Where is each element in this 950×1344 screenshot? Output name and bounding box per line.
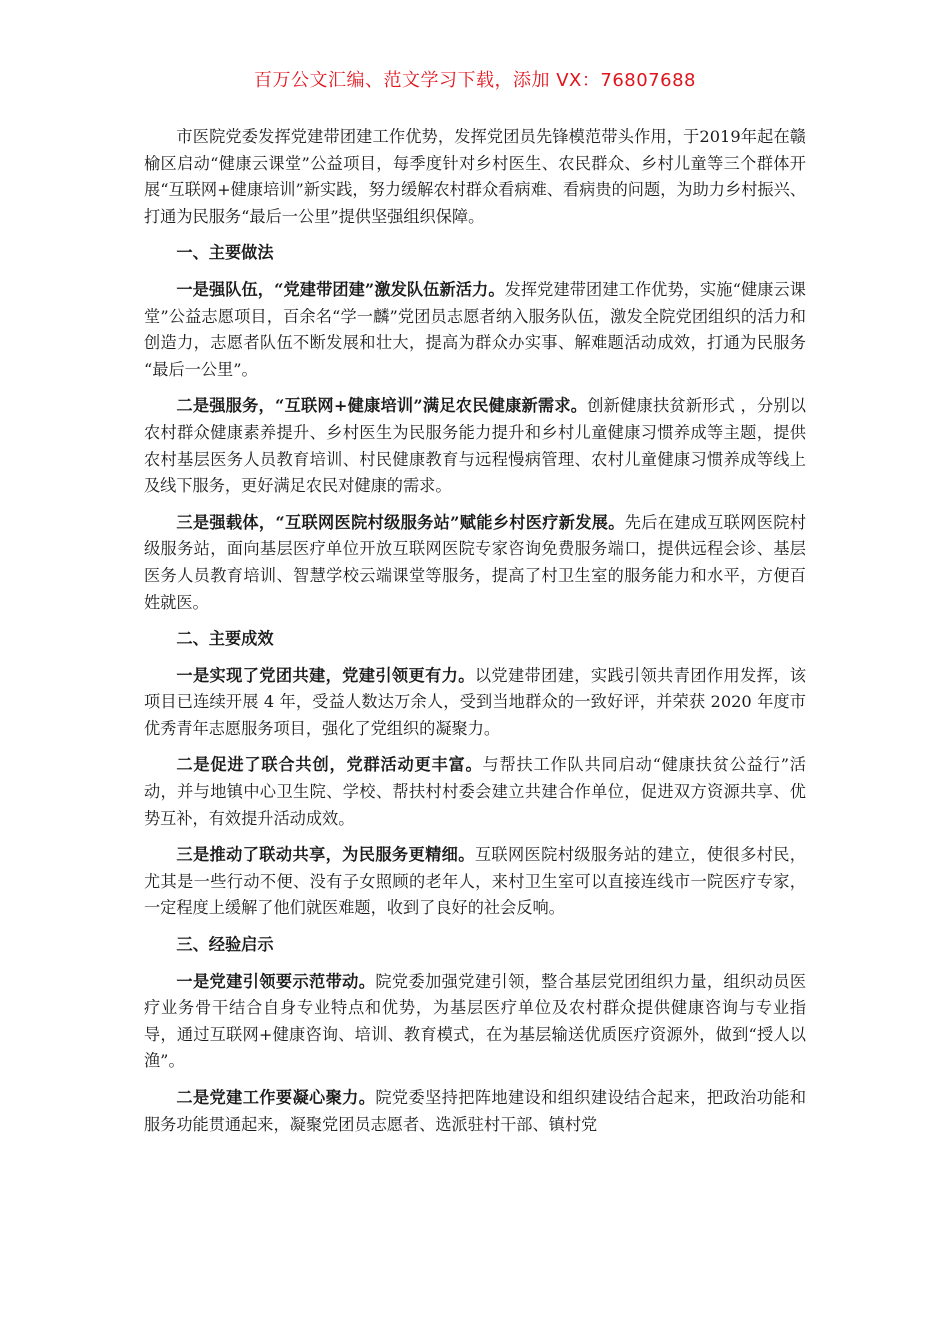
paragraph-body: 先后在建成互联网医院村级服务站，面向基层医疗单位开放互联网医院专家咨询免费服务端口，提供远程会诊、基层医务人员教育培训、智慧学校云端课堂等服务，提高了村卫生室的服务能力和水平，方便百姓就医。 <box>144 512 806 612</box>
paragraph <box>144 393 806 499</box>
paragraph-body: 发挥党建带团建工作优势，实施“健康云课堂”公益志愿项目，百余名“学一麟”党团员志愿者纳入服务队伍，激发全院党团组织的活力和创造力，志愿者队伍不断发展和壮大，提高为群众办实事、解难题活动成效，打通为民服务 “最后一公里”。 <box>144 279 806 379</box>
paragraph-body: 院党委坚持把阵地建设和组织建设结合起来，把政治功能和服务功能贯通起来，凝聚党团员志愿者、选派驻村干部、镇村党 <box>144 1088 807 1134</box>
section-heading-results: 二、主要成效 <box>176 629 274 649</box>
paragraph-lead: 二是促进了联合共创，党群活动更丰富。 <box>176 755 483 775</box>
section-heading-lessons: 三、经验启示 <box>176 935 274 955</box>
paragraph <box>144 277 806 383</box>
paragraph-body: 院党委加强党建引领，整合基层党团组织力量，组织动员医疗业务骨干结合自身专业特点和优势，为基层医疗单位及农村群众提供健康咨询与专业指导，通过互联网+健康咨询、培训、教育模式，在为基层输送优质医疗资源外，做到“授人以渔”。 <box>144 971 807 1071</box>
paragraph-lead: 三是推动了联动共享，为民服务更精细。 <box>176 845 475 865</box>
paragraph-lead: 二是强服务，“互联网+健康培训”满足农民健康新需求。 <box>176 396 588 416</box>
download-banner: 百万公文汇编、范文学习下载，添加 VX：76807688 <box>254 70 696 91</box>
paragraph-body: 与帮扶工作队共同启动“健康扶贫公益行”活动，并与地镇中心卫生院、学校、帮扶村村委会建立共建合作单位，促进双方资源共享、优势互补，有效提升活动成效。 <box>144 755 806 828</box>
paragraph <box>144 1085 806 1138</box>
paragraph-lead: 一是实现了党团共建，党建引领更有力。 <box>176 665 475 685</box>
paragraph-lead: 一是党建引领要示范带动。 <box>176 971 376 991</box>
paragraph <box>144 663 806 743</box>
document-body <box>144 124 806 1148</box>
paragraph-lead: 三是强载体，“互联网医院村级服务站”赋能乡村医疗新发展。 <box>176 512 625 532</box>
paragraph <box>144 752 806 832</box>
paragraph-body: 互联网医院村级服务站的建立，使很多村民，尤其是一些行动不便、没有子女照顾的老年人，来村卫生室可以直接连线市一院医疗专家，一定程度上缓解了他们就医难题，收到了良好的社会反响。 <box>144 845 806 918</box>
intro-paragraph: 市医院党委发挥党建带团建工作优势，发挥党团员先锋模范带头作用，于2019年起在赣榆区启动“健康云课堂”公益项目，每季度针对乡村医生、农民群众、乡村儿童等三个群体开展“互联网+健康培训”新实践，努力缓解农村群众看病难、看病贵的问题，为助力乡村振兴、打通为民服务“最后一公里”提供坚强组织保障。 <box>144 127 806 226</box>
paragraph-body: 以党建带团建，实践引领共青团作用发挥，该项目已连续开展 4 年，受益人数达万余人，受到当地群众的一致好评，并荣获 2020 年度市优秀青年志愿服务项目，强化了党组织的凝聚力。 <box>144 665 806 738</box>
section-heading-practices: 一、主要做法 <box>176 243 274 263</box>
paragraph <box>144 842 806 922</box>
paragraph <box>144 969 806 1075</box>
paragraph-body: 创新健康扶贫新形式 ，分别以农村群众健康素养提升、乡村医生为民服务能力提升和乡村儿童健康习惯养成等主题，提供农村基层医务人员教育培训、村民健康教育与远程慢病管理、农村儿童健康习惯养成等线上及线下服务，更好满足农民对健康的需求。 <box>144 396 806 496</box>
paragraph <box>144 510 806 616</box>
paragraph-lead: 二是党建工作要凝心聚力。 <box>176 1088 376 1107</box>
paragraph-lead: 一是强队伍，“党建带团建”激发队伍新活力。 <box>176 279 505 299</box>
